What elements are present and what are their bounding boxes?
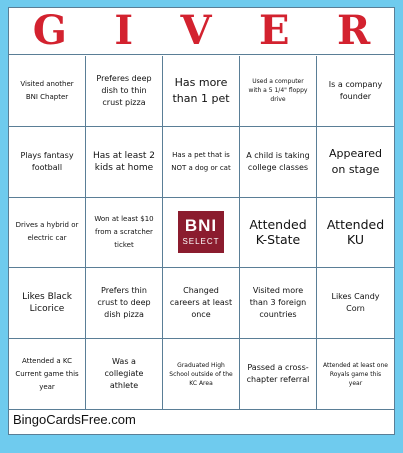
bingo-cell-5-2[interactable]: Was a collegiate athlete: [86, 339, 163, 410]
header-letter-i: I: [114, 7, 134, 54]
bingo-cell-5-4[interactable]: Passed a cross-chapter referral: [240, 339, 317, 410]
logo-line-2: SELECT: [182, 237, 220, 247]
bingo-cell-3-5[interactable]: Attended KU: [317, 198, 394, 269]
logo-line-1: BNI: [184, 216, 218, 236]
bingo-cell-2-1[interactable]: Plays fantasy football: [9, 127, 86, 198]
bingo-cell-1-4[interactable]: Used a computer with a 5 1/4" floppy drive: [240, 56, 317, 127]
bingo-cell-4-1[interactable]: Likes Black Licorice: [9, 268, 86, 339]
bingo-cell-free[interactable]: [163, 198, 240, 269]
bingo-cell-2-5[interactable]: Appeared on stage: [317, 127, 394, 198]
bni-select-logo: [178, 211, 224, 253]
bingo-cell-4-2[interactable]: Prefers thin crust to deep dish pizza: [86, 268, 163, 339]
bingo-cell-1-2[interactable]: Preferes deep dish to thin crust pizza: [86, 56, 163, 127]
bingo-cell-3-4[interactable]: Attended K-State: [240, 198, 317, 269]
bingo-cell-3-1[interactable]: Drives a hybrid or electric car: [9, 198, 86, 269]
header-letter-v: V: [180, 7, 212, 54]
bingo-cell-2-4[interactable]: A child is taking college classes: [240, 127, 317, 198]
bingo-cell-5-3[interactable]: Graduated High School outside of the KC Area: [163, 339, 240, 410]
header-letter-g: G: [32, 7, 67, 54]
bingo-cell-3-2[interactable]: Won at least $10 from a scratcher ticket: [86, 198, 163, 269]
bingo-cell-1-3[interactable]: Has more than 1 pet: [163, 56, 240, 127]
header-letter-r: R: [336, 7, 371, 54]
bingo-cell-1-1[interactable]: Visited another BNI Chapter: [9, 56, 86, 127]
bingo-cell-1-5[interactable]: Is a company founder: [317, 56, 394, 127]
bingo-grid: [9, 56, 394, 410]
bingo-cell-5-5[interactable]: Attended at least one Royals game this year: [317, 339, 394, 410]
bingo-cell-5-1[interactable]: Attended a KC Current game this year: [9, 339, 86, 410]
bingo-cell-2-2[interactable]: Has at least 2 kids at home: [86, 127, 163, 198]
bingo-cell-2-3[interactable]: Has a pet that is NOT a dog or cat: [163, 127, 240, 198]
bingo-cell-4-3[interactable]: Changed careers at least once: [163, 268, 240, 339]
bingo-cell-4-4[interactable]: Visited more than 3 foreign countries: [240, 268, 317, 339]
site-credit: BingoCardsFree.com: [13, 412, 136, 427]
bingo-cell-4-5[interactable]: Likes Candy Corn: [317, 268, 394, 339]
bingo-header: [9, 8, 394, 55]
header-letter-e: E: [259, 7, 290, 54]
bingo-card: [8, 7, 395, 435]
